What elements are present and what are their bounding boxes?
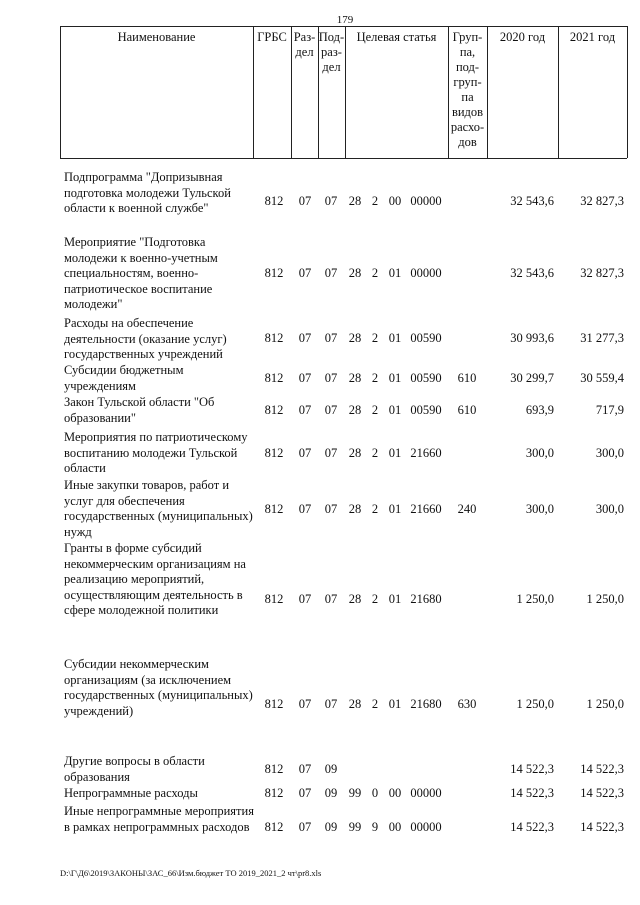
row-cell-cs3: 01 <box>388 592 402 606</box>
row-cell-grbs: 812 <box>264 446 284 460</box>
row-cell-rz: 07 <box>298 502 312 516</box>
row-cell-cs1: 28 <box>348 697 362 711</box>
row-cell-grbs: 812 <box>264 592 284 606</box>
row-cell-cs2: 2 <box>371 697 379 711</box>
row-name: Мероприятия по патриотическому воспитанию молодежи Тульской области <box>64 430 248 476</box>
row-cell-v2020: 693,9 <box>525 403 554 417</box>
row-cell-cs2: 2 <box>371 331 379 345</box>
row-name: Подпрограмма "Допризывная подготовка молодежи Тульской области к военной службе" <box>64 170 231 216</box>
header-group: Груп- па, под- груп- па видов расхо- дов <box>450 30 485 149</box>
row-cell-v2021: 32 827,3 <box>580 266 624 280</box>
row-cell-grbs: 812 <box>264 266 284 280</box>
row-cell-cs1: 28 <box>348 502 362 516</box>
row-name: Расходы на обеспечение деятельности (оказание услуг) государственных учреждений <box>64 316 227 362</box>
row-name: Непрограммные расходы <box>64 786 198 800</box>
row-cell-cs3: 01 <box>388 403 402 417</box>
row-cell-vr: 610 <box>457 371 477 385</box>
row-cell-pr: 07 <box>324 403 338 417</box>
row-cell-v2020: 14 522,3 <box>510 762 554 776</box>
row-cell-v2020: 1 250,0 <box>516 592 554 606</box>
header-target: Целевая статья <box>356 30 437 44</box>
row-cell-cs4: 21680 <box>410 697 442 711</box>
row-cell-v2020: 14 522,3 <box>510 786 554 800</box>
row-cell-cs2: 2 <box>371 371 379 385</box>
row-cell-rz: 07 <box>298 592 312 606</box>
row-cell-rz: 07 <box>298 446 312 460</box>
row-cell-cs2: 2 <box>371 502 379 516</box>
row-cell-vr: 240 <box>457 502 477 516</box>
row-cell-v2020: 30 299,7 <box>510 371 554 385</box>
row-cell-cs4: 21660 <box>410 502 442 516</box>
row-cell-rz: 07 <box>298 820 312 834</box>
row-cell-rz: 07 <box>298 194 312 208</box>
row-name: Субсидии некоммерческим организациям (за исключением государственных (муниципальных) учреждений) <box>64 657 253 718</box>
row-cell-cs4: 00590 <box>410 331 442 345</box>
row-cell-cs1: 28 <box>348 592 362 606</box>
row-name: Иные непрограммные мероприятия в рамках непрограммных расходов <box>64 804 254 834</box>
row-cell-cs3: 01 <box>388 371 402 385</box>
row-cell-cs1: 99 <box>348 786 362 800</box>
row-cell-grbs: 812 <box>264 331 284 345</box>
row-cell-rz: 07 <box>298 697 312 711</box>
row-cell-cs3: 00 <box>388 786 402 800</box>
row-cell-cs2: 2 <box>371 446 379 460</box>
row-cell-cs3: 01 <box>388 446 402 460</box>
row-cell-cs1: 28 <box>348 403 362 417</box>
row-cell-v2021: 14 522,3 <box>580 762 624 776</box>
row-cell-grbs: 812 <box>264 820 284 834</box>
row-cell-cs3: 01 <box>388 331 402 345</box>
row-name: Иные закупки товаров, работ и услуг для обеспечения государственных (муниципальных) нужд <box>64 478 253 539</box>
row-cell-cs1: 28 <box>348 446 362 460</box>
row-cell-rz: 07 <box>298 371 312 385</box>
row-cell-v2021: 14 522,3 <box>580 820 624 834</box>
row-cell-v2021: 300,0 <box>595 502 624 516</box>
header-podrazdel: Под- раз- дел <box>318 30 345 74</box>
header-name: Наименование <box>117 30 196 44</box>
row-cell-cs1: 28 <box>348 371 362 385</box>
row-cell-cs4: 00000 <box>410 786 442 800</box>
row-cell-pr: 07 <box>324 502 338 516</box>
row-name: Закон Тульской области "Об образовании" <box>64 395 215 425</box>
row-cell-v2021: 717,9 <box>595 403 624 417</box>
row-cell-cs2: 9 <box>371 820 379 834</box>
row-cell-pr: 07 <box>324 194 338 208</box>
row-cell-pr: 09 <box>324 786 338 800</box>
row-cell-v2020: 300,0 <box>525 446 554 460</box>
row-cell-v2021: 14 522,3 <box>580 786 624 800</box>
row-cell-pr: 07 <box>324 266 338 280</box>
row-cell-cs4: 21660 <box>410 446 442 460</box>
row-cell-cs4: 00000 <box>410 820 442 834</box>
row-cell-cs2: 2 <box>371 403 379 417</box>
file-path-footer: D:\Г\Д6\2019\ЗАКОНЫ\ЗАС_66\Изм.бюджет ТО 2019_2021_2 чт\pr8.xls <box>60 868 322 878</box>
header-2020: 2020 год <box>499 30 546 44</box>
row-cell-pr: 07 <box>324 697 338 711</box>
row-cell-vr: 610 <box>457 403 477 417</box>
row-cell-grbs: 812 <box>264 786 284 800</box>
page-number: 179 <box>336 14 354 26</box>
row-cell-grbs: 812 <box>264 502 284 516</box>
row-cell-grbs: 812 <box>264 371 284 385</box>
header-2021: 2021 год <box>569 30 616 44</box>
row-cell-v2021: 30 559,4 <box>580 371 624 385</box>
row-cell-v2020: 300,0 <box>525 502 554 516</box>
row-cell-cs3: 01 <box>388 266 402 280</box>
row-cell-pr: 07 <box>324 446 338 460</box>
row-cell-rz: 07 <box>298 331 312 345</box>
row-cell-cs3: 01 <box>388 697 402 711</box>
row-cell-v2021: 1 250,0 <box>586 697 624 711</box>
row-cell-cs4: 00590 <box>410 403 442 417</box>
row-cell-cs2: 2 <box>371 266 379 280</box>
header-grbs: ГРБС <box>257 30 287 44</box>
row-cell-v2020: 14 522,3 <box>510 820 554 834</box>
row-cell-cs3: 00 <box>388 194 402 208</box>
row-cell-cs1: 99 <box>348 820 362 834</box>
row-cell-grbs: 812 <box>264 762 284 776</box>
row-cell-cs2: 2 <box>371 592 379 606</box>
row-name: Субсидии бюджетным учреждениям <box>64 363 184 393</box>
row-cell-v2021: 32 827,3 <box>580 194 624 208</box>
row-cell-v2021: 1 250,0 <box>586 592 624 606</box>
row-name: Мероприятие "Подготовка молодежи к военно-учетным специальностям, военно-патриотическое воспитание молодежи" <box>64 235 218 312</box>
row-cell-v2020: 32 543,6 <box>510 194 554 208</box>
row-cell-cs4: 00000 <box>410 194 442 208</box>
row-cell-v2020: 32 543,6 <box>510 266 554 280</box>
row-cell-cs1: 28 <box>348 331 362 345</box>
row-cell-v2021: 300,0 <box>595 446 624 460</box>
row-cell-cs1: 28 <box>348 266 362 280</box>
row-cell-cs4: 21680 <box>410 592 442 606</box>
row-cell-v2021: 31 277,3 <box>580 331 624 345</box>
row-cell-grbs: 812 <box>264 697 284 711</box>
row-cell-cs4: 00000 <box>410 266 442 280</box>
row-cell-cs3: 00 <box>388 820 402 834</box>
row-cell-cs1: 28 <box>348 194 362 208</box>
row-cell-cs4: 00590 <box>410 371 442 385</box>
row-cell-pr: 07 <box>324 331 338 345</box>
row-cell-pr: 09 <box>324 762 338 776</box>
row-cell-cs3: 01 <box>388 502 402 516</box>
row-cell-rz: 07 <box>298 786 312 800</box>
row-cell-grbs: 812 <box>264 194 284 208</box>
row-cell-v2020: 1 250,0 <box>516 697 554 711</box>
row-cell-cs2: 0 <box>371 786 379 800</box>
row-cell-pr: 09 <box>324 820 338 834</box>
row-cell-rz: 07 <box>298 266 312 280</box>
row-cell-v2020: 30 993,6 <box>510 331 554 345</box>
row-cell-cs2: 2 <box>371 194 379 208</box>
header-razdel: Раз- дел <box>293 30 316 59</box>
row-cell-vr: 630 <box>457 697 477 711</box>
row-cell-pr: 07 <box>324 592 338 606</box>
row-cell-rz: 07 <box>298 762 312 776</box>
row-name: Гранты в форме субсидий некоммерческим организациям на реализацию мероприятий, осуществляющим деятельность в сфере молодежной политики <box>64 541 246 618</box>
row-cell-grbs: 812 <box>264 403 284 417</box>
row-cell-pr: 07 <box>324 371 338 385</box>
row-cell-rz: 07 <box>298 403 312 417</box>
row-name: Другие вопросы в области образования <box>64 754 205 784</box>
